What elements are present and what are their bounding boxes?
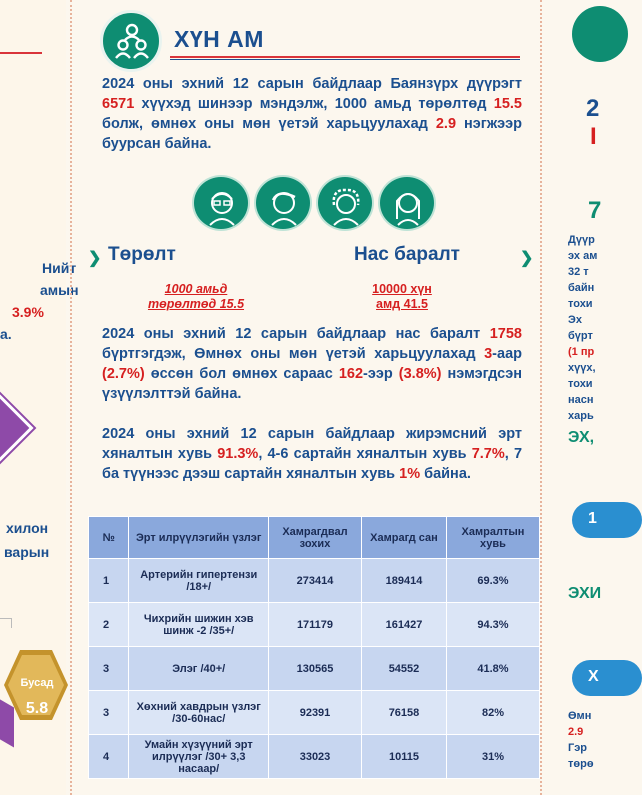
left-text-3: 3.9% [12, 304, 44, 320]
right-green-heading-1: ЭХ, [568, 429, 595, 446]
right-text-4: байн [568, 282, 595, 294]
people-group-icon [100, 10, 162, 72]
section-title: ХҮН АМ [174, 26, 264, 52]
col-header-screening: Эрт илрүүлэгийн үзлэг [129, 517, 269, 559]
death-label: Нас баралт [354, 244, 460, 265]
purple-diamond-shape [0, 388, 34, 467]
left-divider-line [0, 52, 42, 54]
right-text-3: 32 т [568, 266, 589, 278]
right-text-15: Гэр [568, 742, 588, 754]
right-pill-1: 1 [572, 502, 642, 538]
man-with-glasses-icon [192, 175, 250, 231]
right-text-1: Дүүр [568, 234, 595, 246]
right-text-16: төрө [568, 758, 594, 770]
right-text-6: Эх [568, 314, 582, 326]
left-corner-line [0, 618, 12, 628]
birth-rate: 1000 амьд төрөлтөд 15.5 [147, 282, 245, 311]
right-text-10: тохи [568, 378, 593, 390]
col-header-covered: Хамрагд сан [362, 517, 447, 559]
title-underline-red [170, 56, 520, 58]
death-paragraph: 2024 оны эхний 12 сарын байдлаар нас баралт 1758 бүртгэгдэж, Өмнөх оны мөн үетэй харьцуулахад 3-аар (2.7%) өссөн бол өмнөх сараас 162-ээр (3.8%) нэмэгдсэн үзүүлэлттэй байна. [102, 326, 522, 402]
col-header-eligible: Хамрагдвал зохих [268, 517, 361, 559]
right-text-14: 2.9 [568, 726, 584, 738]
long-hair-woman-icon [378, 175, 436, 231]
right-text-8: (1 пр [568, 346, 595, 358]
right-text-13: Өмн [568, 710, 592, 722]
left-neighbor-panel [0, 0, 79, 795]
right-text-7: бүрт [568, 330, 593, 342]
left-text-1: Нийт [42, 260, 77, 276]
table-row: 2 Чихрийн шижин хэв шинж -2 /35+/ 171179 161427 94.3% [89, 603, 540, 647]
left-text-6: варын [4, 544, 50, 560]
table-header-row [89, 517, 540, 559]
left-text-4: а. [0, 326, 12, 342]
right-neighbor-panel [548, 0, 600, 795]
col-header-coverage-rate: Хамралтын хувь [446, 517, 539, 559]
right-pill-2: Х [572, 660, 642, 696]
portrait-icons-row [192, 175, 436, 231]
table-row: 4 Умайн хүзүүний эрт илрүүлэг /30+ 3,3 насаар/ 33023 10115 31% [89, 735, 540, 779]
population-section [82, 0, 534, 795]
table-row: 1 Артерийн гипертензи /18+/ 273414 189414 69.3% [89, 559, 540, 603]
right-text-9: хүүх, [568, 362, 596, 374]
left-text-5: хилон [6, 520, 49, 536]
left-text-2: амын [40, 282, 79, 298]
screening-table [88, 516, 540, 779]
title-underline-blue [170, 59, 520, 60]
table-row: 3 Хөхний хавдрын үзлэг /30-60нас/ 92391 76158 82% [89, 691, 540, 735]
curly-hair-woman-icon [316, 175, 374, 231]
section-header [100, 10, 520, 72]
right-green-heading-2: ЭХИ [568, 585, 602, 602]
right-text-2: эх ам [568, 250, 598, 262]
right-badge-icon [572, 6, 628, 62]
birth-label: Төрөлт [108, 244, 176, 265]
right-big-text-3: 7 [588, 197, 602, 224]
pregnancy-paragraph: 2024 оны эхний 12 сарын байдлаар жирэмсний эрт хяналтын хувь 91.3%, 4-6 сартайн хяналтын хувь 7.7%, 7 ба түүнээс дээш сартайн хяналтын хувь 1% байна. [102, 426, 523, 482]
right-text-5: тохи [568, 298, 593, 310]
death-rate: 10000 хүн амд 41.5 [372, 282, 432, 311]
right-big-text-1: 2 [586, 95, 600, 122]
young-man-icon [254, 175, 312, 231]
birth-paragraph: 2024 оны эхний 12 сарын байдлаар Баянзүрх дүүрэгт 6571 хүүхэд шинээр мэндэлж, 1000 амьд төрөлтөд 15.5 болж, өмнөх оны мөн үетэй харьцуулахад 2.9 нэгжээр буурсан байна. [102, 76, 522, 152]
chevron-right-icon: ❯ [520, 250, 534, 267]
col-header-number: № [89, 517, 129, 559]
chevron-left-icon: ❯ [88, 250, 102, 267]
table-row: 3 Элэг /40+/ 130565 54552 41.8% [89, 647, 540, 691]
hexagon-label: Бусад [20, 677, 54, 689]
hexagon-value: 5.8 [25, 700, 49, 717]
right-big-text-2: I [590, 123, 597, 150]
right-text-12: харь [568, 410, 594, 422]
left-dotted-divider [70, 0, 72, 795]
right-dotted-divider [540, 0, 542, 795]
right-text-11: насн [568, 394, 594, 406]
